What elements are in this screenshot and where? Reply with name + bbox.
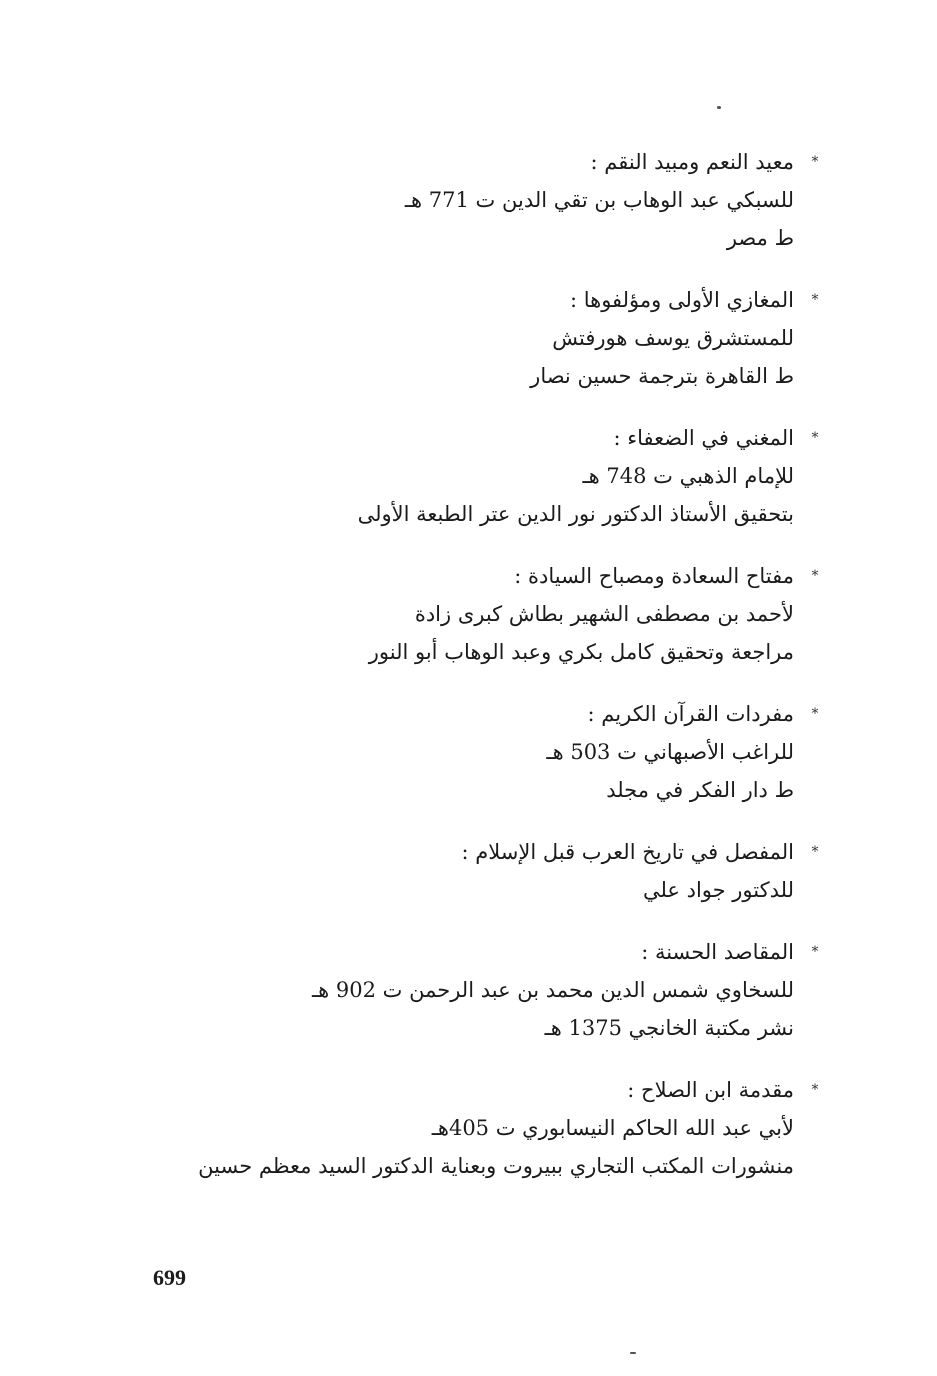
bullet-marker: * [811, 430, 819, 446]
entry-line: منشورات المكتب التجاري ببيروت وبعناية الدكتور السيد معظم حسين [198, 1154, 794, 1178]
entry-title-text: المقاصد الحسنة : [641, 940, 794, 964]
bullet-marker: * [811, 706, 819, 722]
entry-line: نشر مكتبة الخانجي 1375 هـ [544, 1016, 794, 1040]
bullet-marker: * [811, 568, 819, 584]
entry-title-text: المفصل في تاريخ العرب قبل الإسلام : [461, 840, 794, 864]
bibliography-entry [134, 281, 819, 395]
entry-title [134, 281, 819, 319]
entry-title [134, 833, 819, 871]
entry-line: بتحقيق الأستاذ الدكتور نور الدين عتر الطبعة الأولى [357, 502, 794, 526]
stray-ink-mark [717, 106, 721, 109]
page-number: 699 [153, 1265, 186, 1290]
entry-line: للإمام الذهبي ت 748 هـ [582, 464, 794, 488]
entry-title-text: المغازي الأولى ومؤلفوها : [569, 288, 794, 312]
bullet-marker: * [811, 844, 819, 860]
bibliography-entry [134, 419, 819, 533]
entry-line: ط القاهرة بترجمة حسين نصار [530, 364, 794, 388]
entry-line: ط مصر [726, 226, 794, 250]
bullet-marker: * [811, 1082, 819, 1098]
bibliography-list [134, 143, 819, 1209]
entry-line: لأحمد بن مصطفى الشهير بطاش كبرى زادة [414, 602, 794, 626]
entry-title-text: معيد النعم ومبيد النقم : [590, 150, 794, 174]
entry-line: للسخاوي شمس الدين محمد بن عبد الرحمن ت 902 هـ [311, 978, 794, 1002]
entry-line: مراجعة وتحقيق كامل بكري وعبد الوهاب أبو النور [368, 640, 794, 664]
bibliography-entry [134, 695, 819, 809]
entry-line: ط دار الفكر في مجلد [606, 778, 794, 802]
entry-line: للراغب الأصبهاني ت 503 هـ [546, 740, 794, 764]
entry-title [134, 1071, 819, 1109]
entry-title-text: مفردات القرآن الكريم : [587, 702, 794, 726]
entry-line: للدكتور جواد علي [642, 878, 794, 902]
entry-title [134, 933, 819, 971]
entry-title [134, 419, 819, 457]
bibliography-entry [134, 833, 819, 909]
bullet-marker: * [811, 944, 819, 960]
bibliography-entry [134, 1071, 819, 1185]
bibliography-entry [134, 143, 819, 257]
bibliography-entry [134, 933, 819, 1047]
entry-title-text: مقدمة ابن الصلاح : [627, 1078, 794, 1102]
entry-title [134, 695, 819, 733]
entry-title-text: مفتاح السعادة ومصباح السيادة : [514, 564, 794, 588]
entry-line: لأبي عبد الله الحاكم النيسابوري ت 405هـ [431, 1116, 794, 1140]
entry-title [134, 143, 819, 181]
stray-ink-mark [630, 1352, 636, 1354]
entry-line: للمستشرق يوسف هورفتش [552, 326, 794, 350]
bullet-marker: * [811, 154, 819, 170]
bibliography-entry [134, 557, 819, 671]
entry-line: للسبكي عبد الوهاب بن تقي الدين ت 771 هـ [404, 188, 794, 212]
bullet-marker: * [811, 292, 819, 308]
entry-title-text: المغني في الضعفاء : [613, 426, 794, 450]
entry-title [134, 557, 819, 595]
